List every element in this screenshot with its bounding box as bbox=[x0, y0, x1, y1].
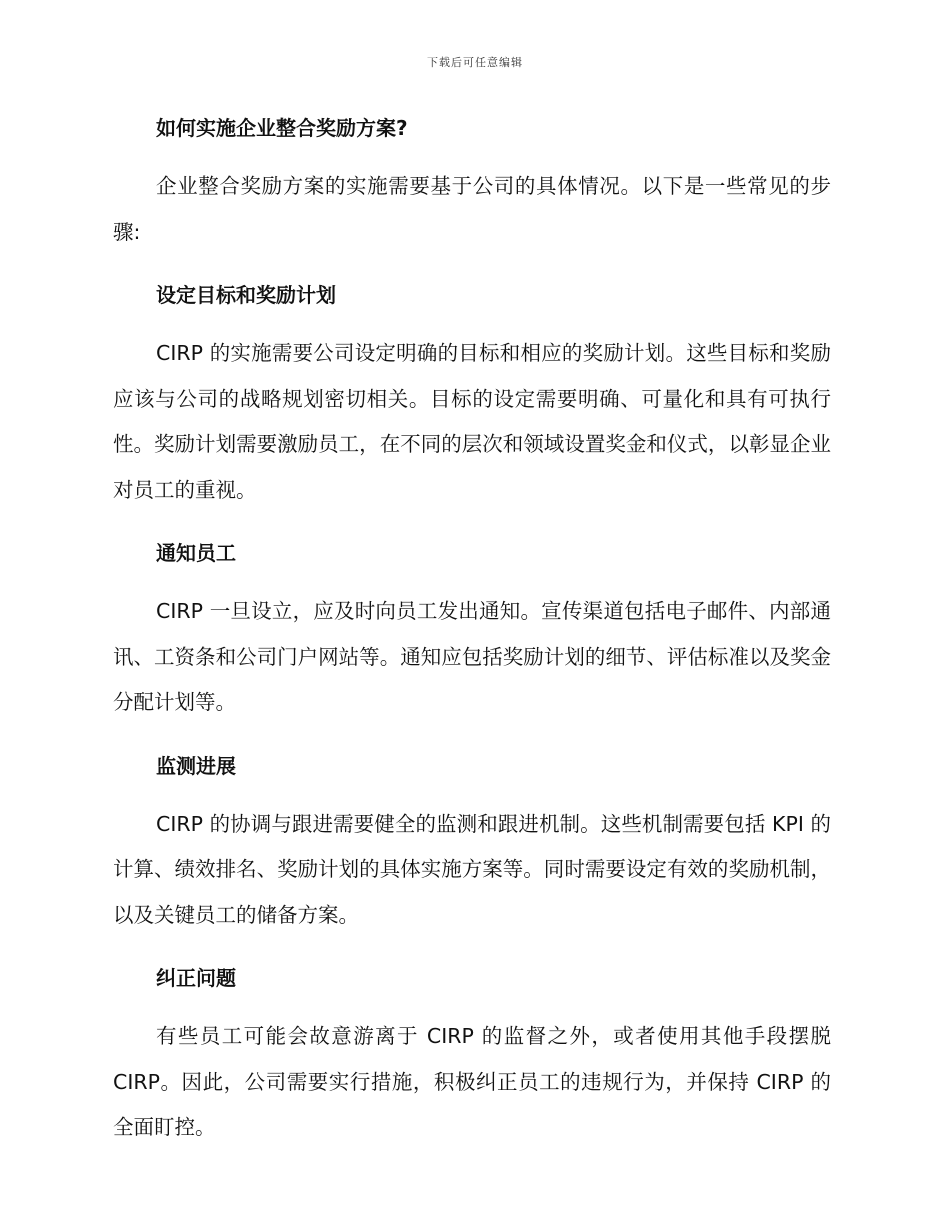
document-title: 如何实施企业整合奖励方案? bbox=[156, 116, 408, 140]
section-notify bbox=[113, 535, 831, 726]
document-content bbox=[113, 110, 831, 1151]
section-body: 有些员工可能会故意游离于 CIRP 的监督之外，或者使用其他手段摆脱 CIRP。因此，公司需要实行措施，积极纠正员工的违规行为，并保持 CIRP 的全面盯控。 bbox=[113, 1024, 831, 1139]
section-body: CIRP 的实施需要公司设定明确的目标和相应的奖励计划。这些目标和奖励应该与公司的战略规划密切相关。目标的设定需要明确、可量化和具有可执行性。奖励计划需要激励员工，在不同的层次和领域设置奖金和仪式，以彰显企业对员工的重视。 bbox=[113, 341, 831, 502]
section-monitor bbox=[113, 748, 831, 939]
section-heading: 通知员工 bbox=[156, 541, 236, 565]
section-correct bbox=[113, 960, 831, 1151]
section-heading: 监测进展 bbox=[156, 753, 236, 778]
section-heading: 纠正问题 bbox=[156, 966, 236, 990]
section-body: CIRP 的协调与跟进需要健全的监测和跟进机制。这些机制需要包括 KPI 的计算、绩效排名、奖励计划的具体实施方案等。同时需要设定有效的奖励机制，以及关键员工的储备方案。 bbox=[113, 811, 831, 927]
section-body: CIRP 一旦设立，应及时向员工发出通知。宣传渠道包括电子邮件、内部通讯、工资条和公司门户网站等。通知应包括奖励计划的细节、评估标准以及奖金分配计划等。 bbox=[113, 599, 831, 714]
section-heading: 设定目标和奖励计划 bbox=[156, 283, 336, 307]
header-note: 下载后可任意编辑 bbox=[427, 56, 523, 69]
intro-paragraph: 企业整合奖励方案的实施需要基于公司的具体情况。以下是一些常见的步骤: bbox=[113, 174, 831, 244]
section-goals bbox=[113, 277, 831, 513]
